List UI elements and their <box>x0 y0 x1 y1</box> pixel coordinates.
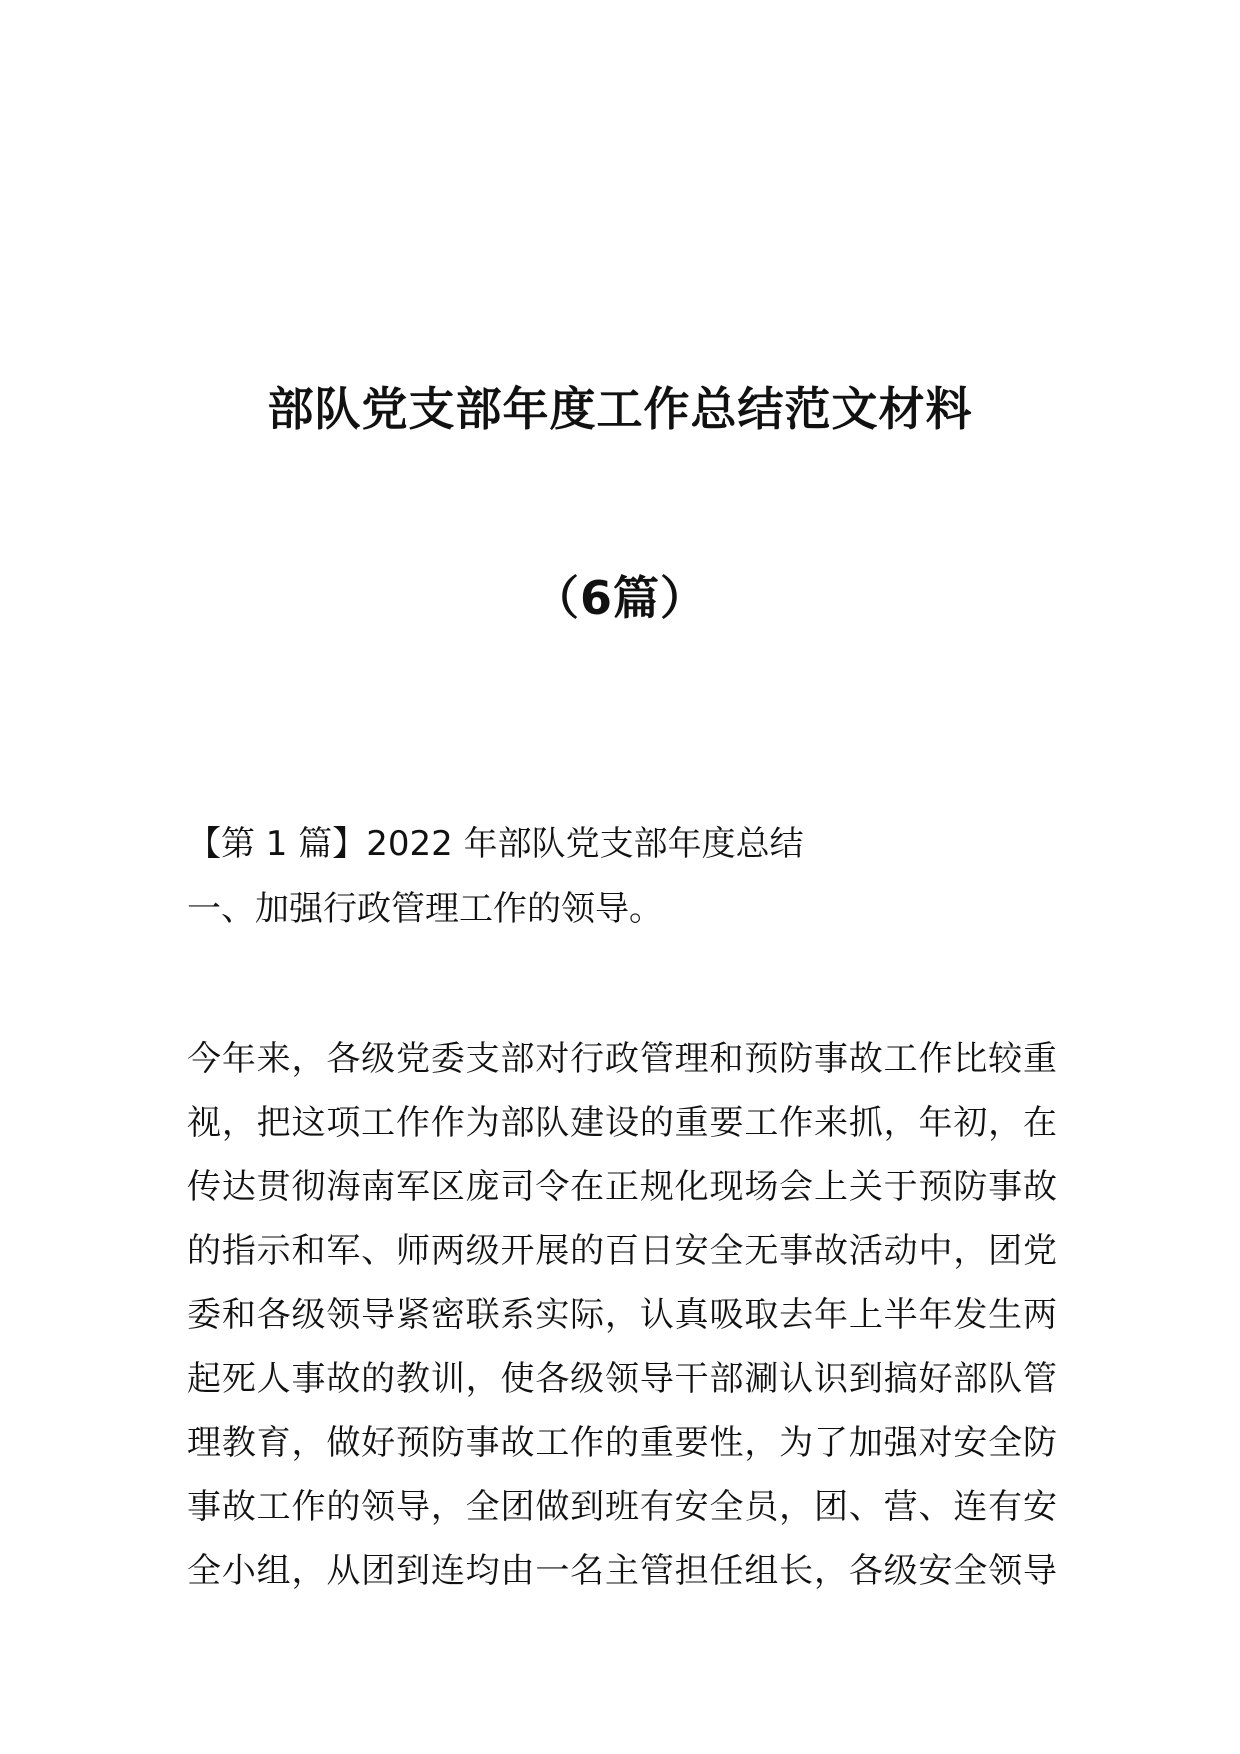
paragraph-line: 委和各级领导紧密联系实际，认真吸取去年上半年发生两 <box>187 1295 1057 1335</box>
paragraph-line: 起死人事故的教训，使各级领导干部涮认识到搞好部队管 <box>187 1359 1057 1399</box>
section-heading: 【第 1 篇】2022 年部队党支部年度总结 <box>187 824 804 864</box>
subsection-heading: 一、加强行政管理工作的领导。 <box>187 889 663 929</box>
document-title: 部队党支部年度工作总结范文材料 <box>267 382 973 436</box>
paragraph-line: 传达贯彻海南军区庞司令在正规化现场会上关于预防事故 <box>187 1167 1057 1207</box>
paragraph-line: 的指示和军、师两级开展的百日安全无事故活动中，团党 <box>187 1231 1057 1271</box>
paragraph-line: 今年来，各级党委支部对行政管理和预防事故工作比较重 <box>187 1039 1057 1079</box>
paragraph-line: 事故工作的领导，全团做到班有安全员，团、营、连有安 <box>187 1487 1057 1527</box>
document-subtitle: （6篇） <box>532 571 707 625</box>
paragraph-line: 全小组，从团到连均由一名主管担任组长，各级安全领导 <box>187 1551 1057 1591</box>
paragraph-line: 视，把这项工作作为部队建设的重要工作来抓，年初，在 <box>187 1103 1057 1143</box>
paragraph-line: 理教育，做好预防事故工作的重要性，为了加强对安全防 <box>187 1423 1057 1463</box>
